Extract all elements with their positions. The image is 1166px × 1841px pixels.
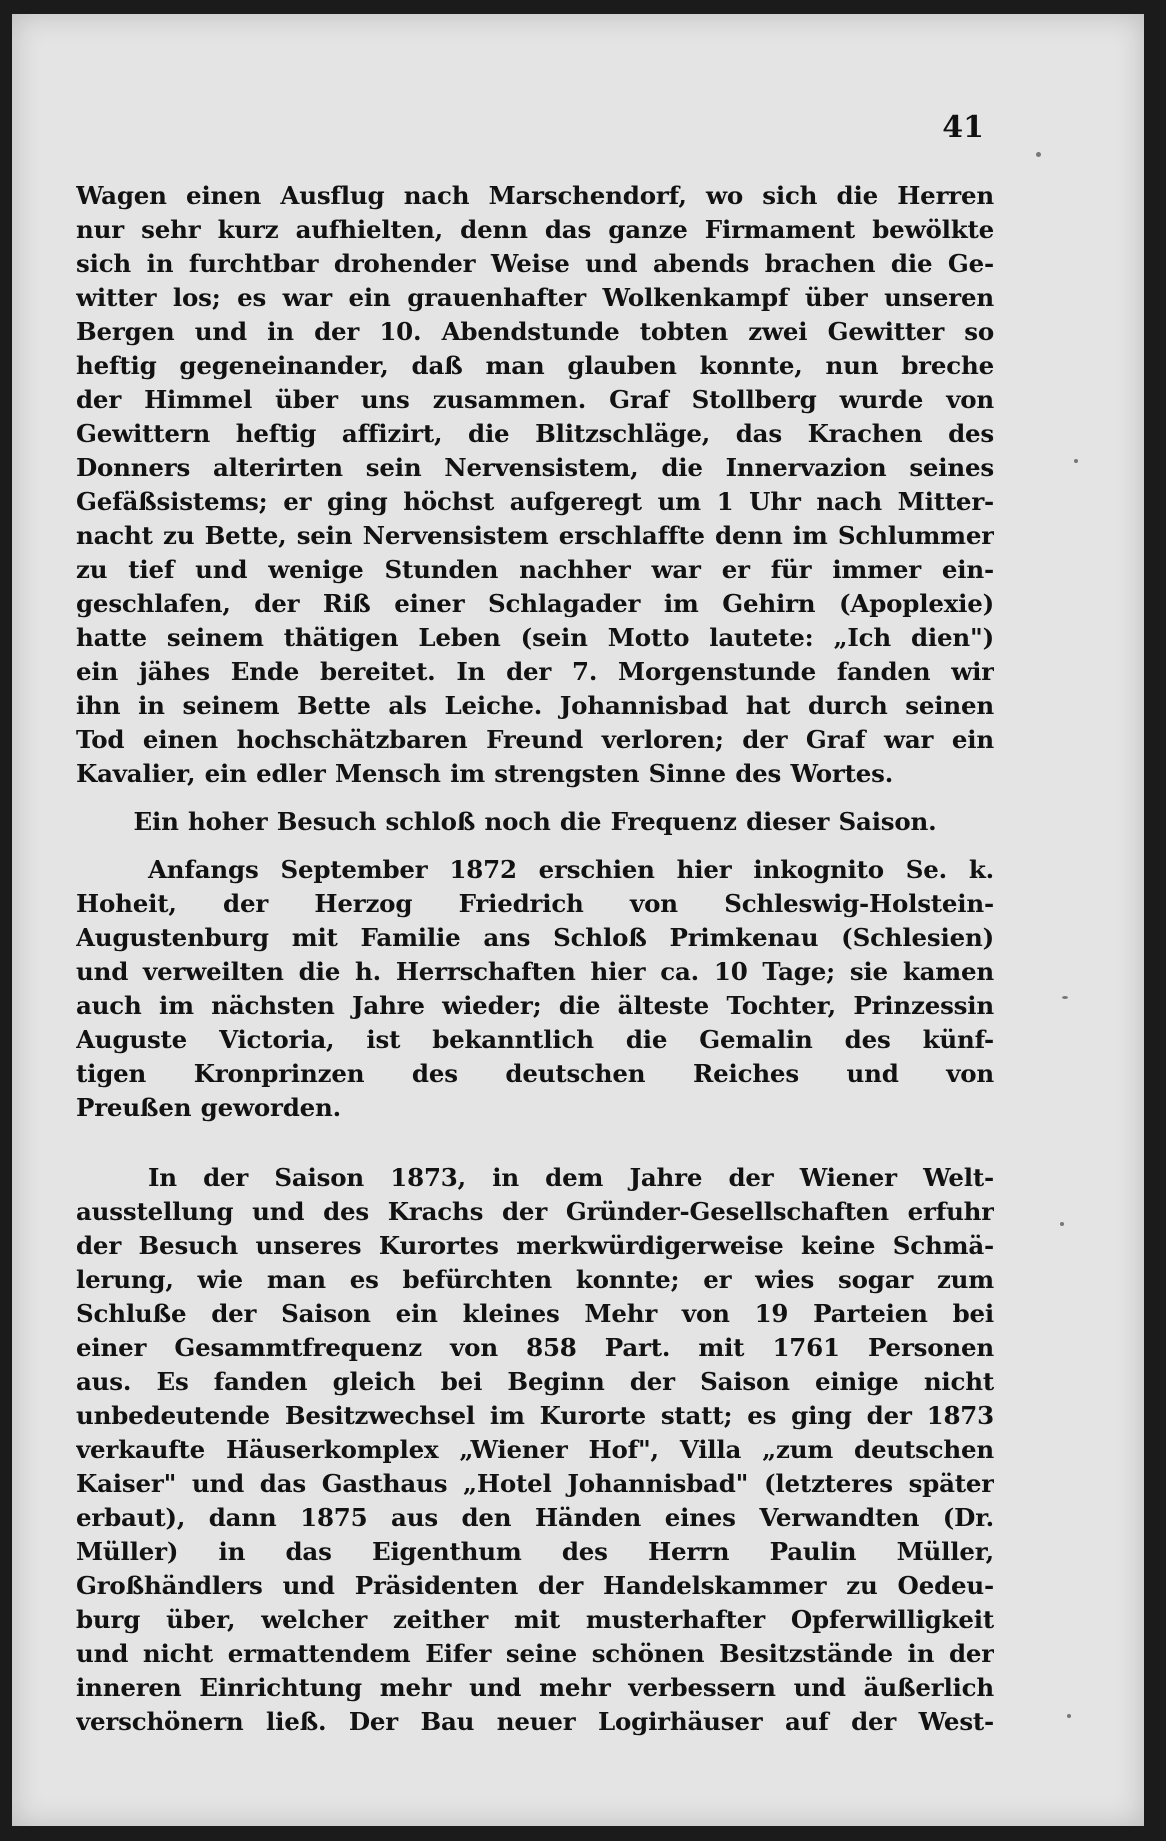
body-text xyxy=(76,179,994,1739)
text-line: der Besuch unseres Kurortes merkwürdigerweise keine Schmä- xyxy=(76,1231,994,1260)
paragraph xyxy=(76,853,994,1125)
text-line: tigen Kronprinzen des deutschen Reiches und von xyxy=(76,1059,994,1088)
scan-speck xyxy=(1062,996,1068,999)
book-page xyxy=(12,14,1144,1826)
scan-speck xyxy=(1060,1222,1064,1226)
scan-speck xyxy=(1067,1714,1071,1718)
text-line: Kavalier, ein edler Mensch im strengsten Sinne des Wortes. xyxy=(76,759,894,788)
text-line: Auguste Victoria, ist bekanntlich die Gemalin des künf- xyxy=(76,1025,994,1054)
paragraph xyxy=(76,805,994,839)
text-line: Augustenburg mit Familie ans Schloß Primkenau (Schlesien) xyxy=(76,923,994,952)
text-line: Müller) in das Eigenthum des Herrn Paulin Müller, xyxy=(76,1537,994,1566)
text-line: Anfangs September 1872 erschien hier inkognito Se. k. xyxy=(148,855,994,884)
text-line: witter los; es war ein grauenhafter Wolkenkampf über unseren xyxy=(76,283,994,312)
text-line: aus. Es fanden gleich bei Beginn der Saison einige nicht xyxy=(76,1367,994,1396)
text-line: Hoheit, der Herzog Friedrich von Schleswig-Holstein- xyxy=(76,889,994,918)
text-line: unbedeutende Besitzwechsel im Kurorte statt; es ging der 1873 xyxy=(76,1401,994,1430)
text-line: Gefäßsistems; er ging höchst aufgeregt um 1 Uhr nach Mitter- xyxy=(76,487,994,516)
page-number: 41 xyxy=(942,110,984,145)
text-line: und nicht ermattendem Eifer seine schönen Besitzstände in der xyxy=(76,1639,994,1668)
text-line: Bergen und in der 10. Abendstunde tobten zwei Gewitter so xyxy=(76,317,994,346)
text-line: ausstellung und des Krachs der Gründer-Gesellschaften erfuhr xyxy=(76,1197,994,1226)
text-line: und verweilten die h. Herrschaften hier ca. 10 Tage; sie kamen xyxy=(76,957,994,986)
scan-speck xyxy=(1036,152,1041,157)
text-line: Großhändlers und Präsidenten der Handelskammer zu Oedeu- xyxy=(76,1571,994,1600)
text-line: Preußen geworden. xyxy=(76,1093,341,1122)
text-line: Gewittern heftig affizirt, die Blitzschläge, das Krachen des xyxy=(76,419,994,448)
text-line: Ein hoher Besuch schloß noch die Frequenz dieser Saison. xyxy=(133,807,937,836)
scan-speck xyxy=(1074,459,1078,463)
text-line: geschlafen, der Riß einer Schlagader im Gehirn (Apoplexie) xyxy=(76,589,994,618)
text-line: der Himmel über uns zusammen. Graf Stollberg wurde von xyxy=(76,385,994,414)
text-line: verkaufte Häuserkomplex „Wiener Hof", Villa „zum deutschen xyxy=(76,1435,994,1464)
text-line: ihn in seinem Bette als Leiche. Johannisbad hat durch seinen xyxy=(76,691,994,720)
text-line: Tod einen hochschätzbaren Freund verloren; der Graf war ein xyxy=(76,725,994,754)
text-line: Schluße der Saison ein kleines Mehr von 19 Parteien bei xyxy=(76,1299,994,1328)
text-line: ein jähes Ende bereitet. In der 7. Morgenstunde fanden wir xyxy=(76,657,994,686)
text-line: verschönern ließ. Der Bau neuer Logirhäuser auf der West- xyxy=(76,1707,994,1736)
text-line: Kaiser" und das Gasthaus „Hotel Johannisbad" (letzteres später xyxy=(76,1469,994,1498)
text-line: Wagen einen Ausflug nach Marschendorf, wo sich die Herren xyxy=(76,181,994,210)
text-line: einer Gesammtfrequenz von 858 Part. mit 1761 Personen xyxy=(76,1333,994,1362)
text-line: nacht zu Bette, sein Nervensistem erschlaffte denn im Schlummer xyxy=(76,521,994,550)
text-line: inneren Einrichtung mehr und mehr verbessern und äußerlich xyxy=(76,1673,994,1702)
text-line: sich in furchtbar drohender Weise und abends brachen die Ge- xyxy=(76,249,994,278)
text-line: Donners alterirten sein Nervensistem, die Innervazion seines xyxy=(76,453,994,482)
text-line: erbaut), dann 1875 aus den Händen eines Verwandten (Dr. xyxy=(76,1503,994,1532)
text-line: zu tief und wenige Stunden nachher war er für immer ein- xyxy=(76,555,994,584)
text-line: auch im nächsten Jahre wieder; die älteste Tochter, Prinzessin xyxy=(76,991,994,1020)
text-line: In der Saison 1873, in dem Jahre der Wiener Welt- xyxy=(148,1163,994,1192)
text-line: nur sehr kurz aufhielten, denn das ganze Firmament bewölkte xyxy=(76,215,994,244)
paragraph xyxy=(76,1161,994,1739)
text-line: heftig gegeneinander, daß man glauben konnte, nun breche xyxy=(76,351,994,380)
text-line: burg über, welcher zeither mit musterhafter Opferwilligkeit xyxy=(76,1605,994,1634)
text-line: lerung, wie man es befürchten konnte; er wies sogar zum xyxy=(76,1265,994,1294)
paragraph xyxy=(76,179,994,791)
text-line: hatte seinem thätigen Leben (sein Motto lautete: „Ich dien") xyxy=(76,623,994,652)
